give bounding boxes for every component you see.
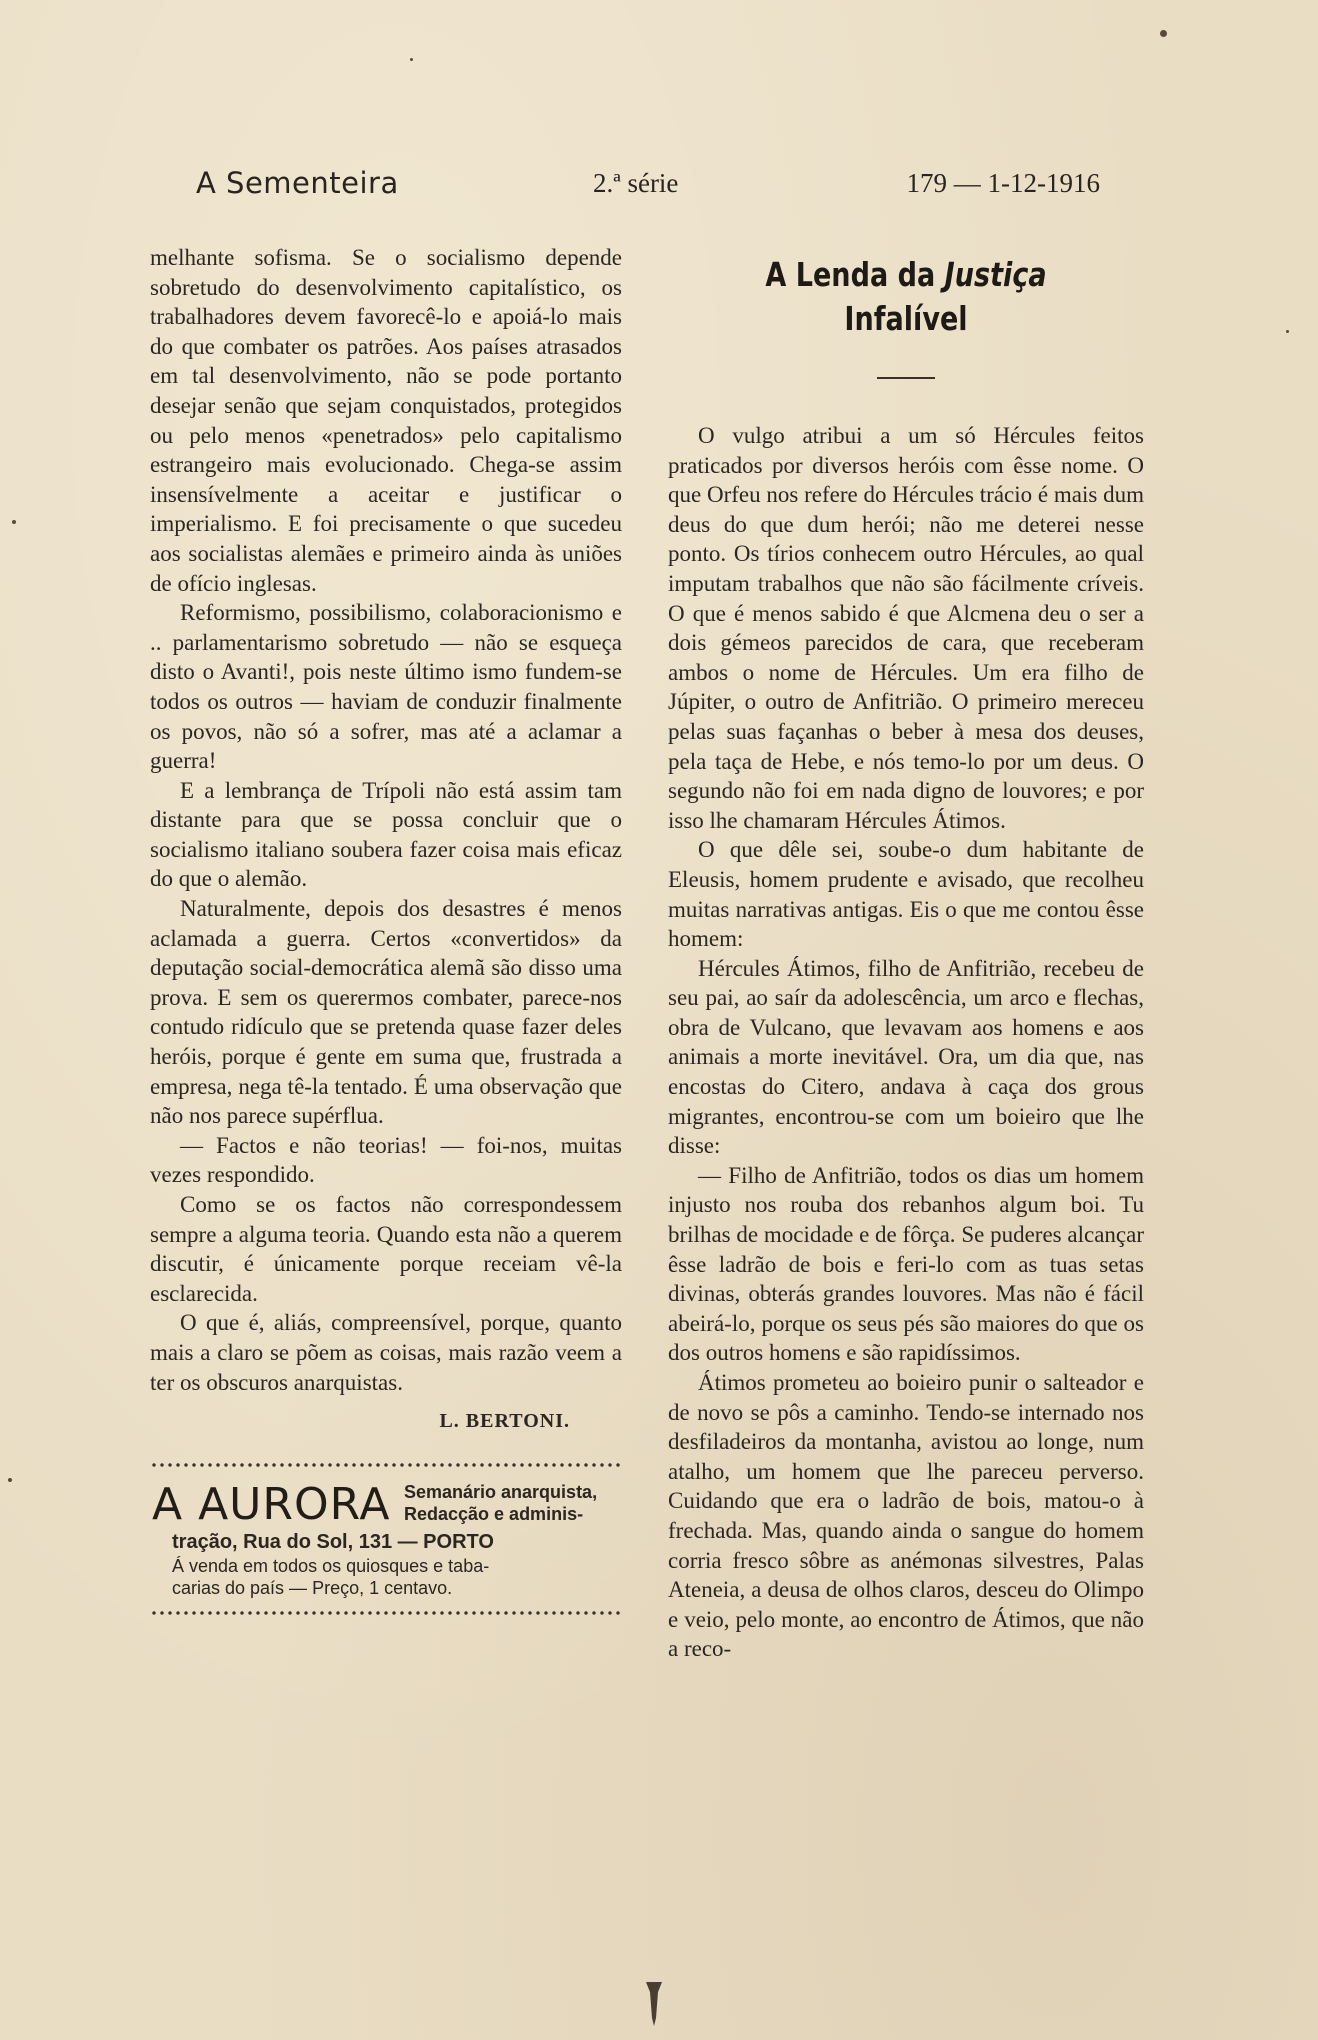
page-header (196, 166, 1100, 210)
ad-description-line-2: Redacção e adminis- (404, 1503, 584, 1524)
left-paragraph-5: — Factos e não teorias! — foi-nos, muitas vezes respondido. (150, 1132, 622, 1188)
right-paragraph-1: O vulgo atribui a um só Hércules feitos praticados por diversos heróis com êsse nome. O que Orfeu nos refere do Hércules trácio é mais dum deus do que dum herói; não me deterei nesse ponto. Os tírios conhecem outro Hércules, ao qual imputam trabalhos que não são fácilmente críveis. O que é menos sabido é que Alcmena deu o ser a dois gémeos parecidos de cara, que receberam ambos o nome de Hércules. Um era filho de Júpiter, o outro de Anfitrião. O primeiro mereceu pelas suas façanhas o beber à mesa dos deuses, pela taça de Hebe, e nós temo-lo por um deus. O segundo não foi em nada digno de louvores; e por isso lhe chamaram Hércules Átimos. (668, 423, 1144, 833)
ad-price-line: carias do país — Preço, 1 centavo. (172, 1577, 453, 1598)
right-paragraph-2: O que dêle sei, soube-o dum habitante de Eleusis, homem prudente e avisado, que recolheu muitas narrativas antigas. Eis o que me contou êsse homem: (668, 837, 1144, 952)
left-paragraph-7: O que é, aliás, compreensível, porque, quanto mais a claro se põem as coisas, mais razão veem a ter os obscuros anarquistas. (150, 1310, 622, 1395)
ad-description-line-1: Semanário anarquista, (404, 1481, 598, 1502)
title-divider (877, 377, 935, 379)
right-column (668, 243, 1144, 1664)
ad-publication-name: A AURORA (152, 1478, 391, 1530)
left-paragraph-2: Reformismo, possibilismo, colaboracionismo e .. parlamentarismo sobretudo — não se esqueça disto o Avanti!, pois neste último ismo fundem-se todos os outros — haviam de conduzir finalmente os povos, não só a sofrer, mas até a aclamar a guerra! (150, 600, 622, 774)
left-paragraph-6: Como se os factos não correspondessem sempre a alguma teoria. Quando esta não a querem discutir, é únicamente porque receiam vê-la esclarecida. (150, 1192, 622, 1306)
ornamental-divider (150, 1461, 622, 1469)
article-title (711, 253, 1101, 341)
ad-address-line: tração, Rua do Sol, 131 — PORTO (172, 1530, 494, 1553)
left-paragraph-3: E a lembrança de Trípoli não está assim tam distante para que se possa concluir que o socialismo italiano soubera fazer coisa mais eficaz do que o alemão. (150, 777, 622, 892)
publication-title: A Sementeira (196, 166, 399, 200)
title-italic-word: Justiça (944, 255, 1047, 294)
left-paragraph-4: Naturalmente, depois dos desastres é menos aclamada a guerra. Certos «convertidos» da deputação social-democrática alemã são disso uma prova. E sem os querermos combater, parece-nos contudo ridículo que se pretenda quase fazer deles heróis, porque é gente em suma que, frustrada a empresa, nega tê-la tentado. É uma observação que não nos parece supérflua. (150, 896, 622, 1129)
aurora-advertisement (150, 1478, 622, 1598)
left-column (150, 243, 622, 1617)
series-label: 2.ª série (593, 168, 679, 198)
staple-mark-icon (642, 1978, 666, 2028)
author-signature: L. BERTONI. (439, 1410, 570, 1433)
ad-sales-line: Á venda em todos os quiosques e taba- (172, 1555, 490, 1576)
title-part-1: A Lenda da (765, 255, 936, 294)
ornamental-divider-bottom (150, 1609, 622, 1617)
right-paragraph-3: Hércules Átimos, filho de Anfitrião, recebeu de seu pai, ao saír da adolescência, um arco e flechas, obra de Vulcano, que levavam aos homens e aos animais a morte inevitável. Ora, um dia que, nas encostas do Citero, andava à caça dos grous migrantes, encontrou-se com um boieiro que lhe disse: (668, 955, 1144, 1159)
left-paragraph-1: melhante sofisma. Se o socialismo depende sobretudo do desenvolvimento capitalístico, os trabalhadores devem favorecê-lo e apoiá-lo mais do que combater os patrões. Aos países atrasados em tal desenvolvimento, não se pode portanto desejar senão que sejam conquistados, protegidos ou pelo menos «penetrados» pelo capitalismo estrangeiro mais evolucionado. Chega-se assim insensívelmente a aceitar e justificar o imperialismo. E foi precisamente o que sucedeu aos socialistas alemães e primeiro ainda às uniões de ofício inglesas. (150, 245, 622, 596)
issue-number-date: 179 — 1-12-1916 (906, 168, 1100, 198)
right-paragraph-4: — Filho de Anfitrião, todos os dias um homem injusto nos rouba dos rebanhos algum boi. Tu brilhas de mocidade e de fôrça. Se puderes alcançar êsse ladrão de bois e feri-lo com as tuas setas divinas, obterás grandes louvores. Mas não é fácil abeirá-lo, porque os seus pés são maiores do que os dos outros homens e são rapidíssimos. (668, 1162, 1144, 1366)
title-part-2: Infalível (844, 299, 968, 338)
right-paragraph-5: Átimos prometeu ao boieiro punir o salteador e de novo se pôs a caminho. Tendo-se internado nos desfiladeiros da montanha, avistou ao longe, num atalho, um homem que lhe pareceu perverso. Cuidando que era o ladrão de bois, matou-o à frechada. Mas, quando ainda o sangue do homem corria fresco sôbre as anémonas silvestres, Palas Ateneia, a deusa de olhos claros, desceu do Olimpo e veio, pelo monte, ao encontro de Átimos, que não a reco- (668, 1370, 1144, 1662)
